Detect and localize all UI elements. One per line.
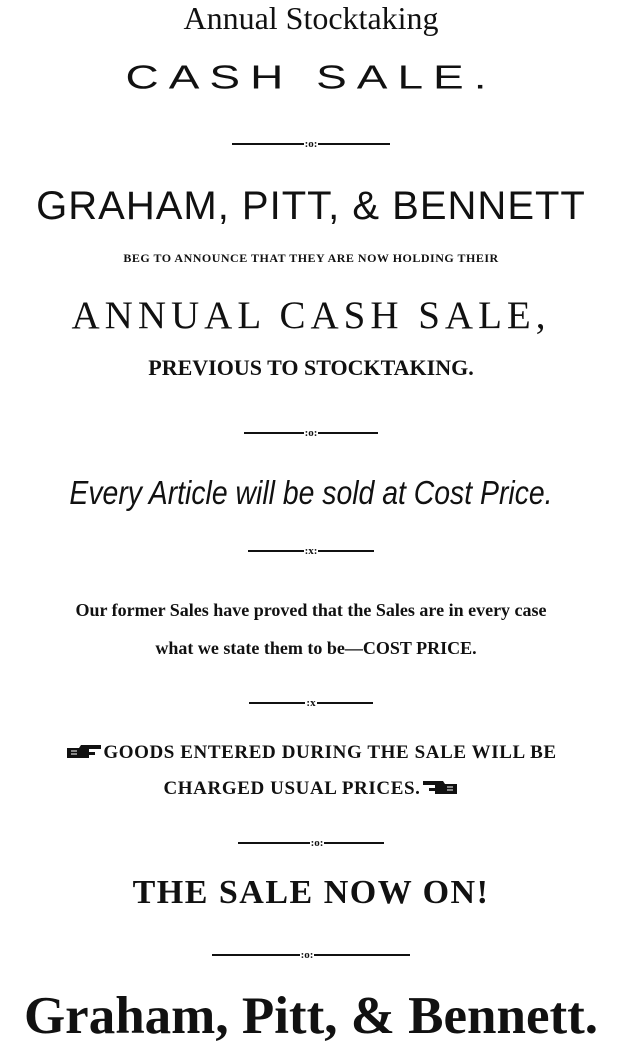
- divider-mark: :o:: [310, 836, 324, 849]
- divider-rule: [0, 833, 622, 853]
- divider-mark: :o:: [300, 948, 314, 961]
- divider-rule: [0, 541, 622, 561]
- divider-mark: :o:: [304, 137, 318, 150]
- annual-cash-sale-title: ANNUAL CASH SALE,: [71, 294, 551, 337]
- goods-notice-text-1: GOODS ENTERED DURING THE SALE WILL BE: [103, 742, 557, 763]
- divider-rule: [0, 134, 622, 154]
- goods-notice-text-2: CHARGED USUAL PRICES.: [163, 778, 421, 799]
- divider-mark: :x:: [304, 544, 318, 557]
- announcement-line: BEG TO ANNOUNCE THAT THEY ARE NOW HOLDING THEIR: [123, 251, 499, 265]
- divider-rule: [0, 693, 622, 713]
- divider-mark: :x: [306, 696, 316, 709]
- previous-to-stocktaking: PREVIOUS TO STOCKTAKING.: [148, 355, 474, 380]
- former-sales-line-2: what we state them to be—COST PRICE.: [155, 638, 477, 658]
- pointing-hand-right-icon: [65, 742, 103, 770]
- former-sales-line-1: Our former Sales have proved that the Sales are in every case: [75, 600, 547, 620]
- cost-price-statement: Every Article will be sold at Cost Price.: [69, 474, 553, 511]
- firm-name-heading: GRAHAM, PITT, & BENNETT: [36, 184, 586, 228]
- goods-notice-line-2: [0, 776, 622, 806]
- cash-sale-banner: CASH SALE.: [125, 58, 497, 96]
- annual-stocktaking-heading: Annual Stocktaking: [183, 0, 439, 36]
- goods-notice-line-1: [0, 740, 622, 770]
- firm-signature: Graham, Pitt, & Bennett.: [23, 987, 599, 1045]
- sale-now-on-heading: THE SALE NOW ON!: [132, 874, 490, 911]
- pointing-hand-left-icon: [421, 778, 459, 806]
- divider-rule: [0, 423, 622, 443]
- divider-rule: [0, 945, 622, 965]
- divider-mark: :o:: [304, 426, 318, 439]
